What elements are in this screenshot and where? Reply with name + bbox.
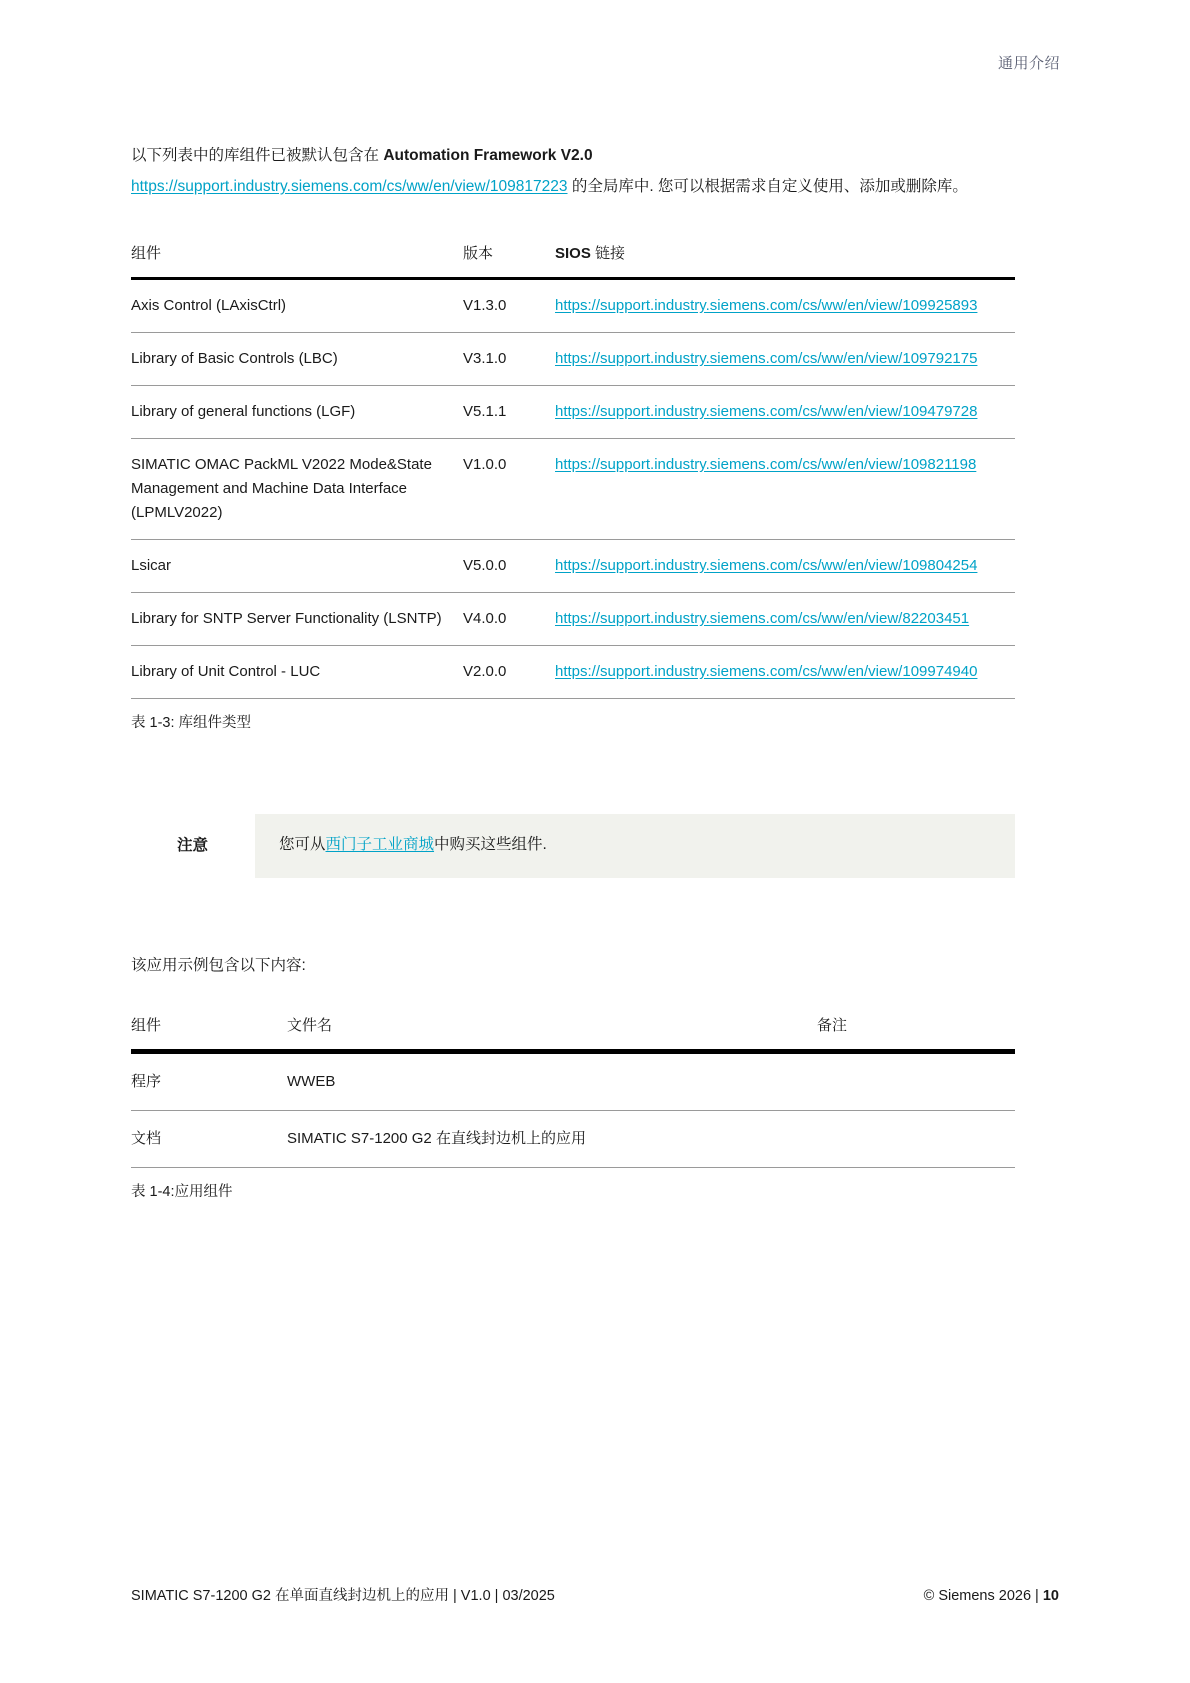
footer-copyright xyxy=(924,1588,1059,1604)
table-row xyxy=(131,1052,1015,1111)
sios-link[interactable]: https://support.industry.siemens.com/cs/ww/en/view/109804254 xyxy=(555,557,978,574)
header-sios-rest: 链接 xyxy=(590,245,626,262)
intro-line2-suffix: 的全局库中. 您可以根据需求自定义使用、添加或删除库。 xyxy=(567,178,968,195)
cell-component: Library of general functions (LGF) xyxy=(131,386,463,439)
note-block xyxy=(131,814,1015,878)
cell-component: Lsicar xyxy=(131,540,463,593)
cell-component: Axis Control (LAxisCtrl) xyxy=(131,279,463,333)
page-footer xyxy=(131,1584,1059,1605)
cell-component: Library for SNTP Server Functionality (LSNTP) xyxy=(131,593,463,646)
app-table-header-row xyxy=(131,1008,1015,1052)
library-table-caption: 表 1-3: 库组件类型 xyxy=(131,715,252,731)
sios-link[interactable]: https://support.industry.siemens.com/cs/ww/en/view/82203451 xyxy=(555,610,970,627)
header-component: 组件 xyxy=(131,1017,162,1034)
sios-link[interactable]: https://support.industry.siemens.com/cs/ww/en/view/109792175 xyxy=(555,350,978,367)
cell-version: V5.1.1 xyxy=(463,386,555,439)
application-components-table xyxy=(131,1008,1015,1168)
cell-component: 程序 xyxy=(131,1052,287,1111)
cell-component: 文档 xyxy=(131,1111,287,1168)
footer-document-title: SIMATIC S7-1200 G2 在单面直线封边机上的应用 | V1.0 | 03/2025 xyxy=(131,1588,555,1604)
intro-line1-prefix: 以下列表中的库组件已被默认包含在 xyxy=(131,147,384,164)
page-content xyxy=(131,140,1015,1201)
cell-filename: SIMATIC S7-1200 G2 在直线封边机上的应用 xyxy=(287,1111,817,1168)
header-version: 版本 xyxy=(463,245,494,262)
sios-link[interactable]: https://support.industry.siemens.com/cs/ww/en/view/109821198 xyxy=(555,456,977,473)
cell-component: SIMATIC OMAC PackML V2022 Mode&State Management and Machine Data Interface (LPMLV2022) xyxy=(131,439,463,540)
application-table-caption: 表 1-4:应用组件 xyxy=(131,1184,233,1200)
cell-remark xyxy=(817,1111,1015,1168)
header-sios-bold: SIOS xyxy=(555,245,591,262)
note-text-suffix: 中购买这些组件. xyxy=(434,836,547,853)
cell-version: V1.0.0 xyxy=(463,439,555,540)
siemens-mall-link[interactable]: 西门子工业商城 xyxy=(325,836,435,853)
table-row xyxy=(131,279,1015,333)
table-row xyxy=(131,646,1015,699)
section2-lead: 该应用示例包含以下内容: xyxy=(131,957,306,974)
cell-link xyxy=(555,646,1015,699)
table-row xyxy=(131,333,1015,386)
cell-link xyxy=(555,279,1015,333)
cell-version: V2.0.0 xyxy=(463,646,555,699)
table-row xyxy=(131,439,1015,540)
footer-copyright-text: © Siemens 2026 | xyxy=(923,1588,1043,1604)
library-table-header-row xyxy=(131,236,1015,279)
table-row xyxy=(131,593,1015,646)
header-component: 组件 xyxy=(131,245,162,262)
cell-link xyxy=(555,386,1015,439)
global-library-link[interactable]: https://support.industry.siemens.com/cs/ww/en/view/109817223 xyxy=(131,178,568,195)
library-components-table xyxy=(131,236,1015,699)
intro-framework-name: Automation Framework V2.0 xyxy=(383,147,593,164)
intro-paragraph xyxy=(131,140,1015,202)
library-table-head xyxy=(131,236,1015,279)
cell-version: V1.3.0 xyxy=(463,279,555,333)
header-remark: 备注 xyxy=(817,1017,848,1034)
cell-link xyxy=(555,540,1015,593)
cell-filename: WWEB xyxy=(287,1052,817,1111)
app-table-head xyxy=(131,1008,1015,1052)
header-filename: 文件名 xyxy=(287,1017,333,1034)
cell-version: V5.0.0 xyxy=(463,540,555,593)
footer-page-number: 10 xyxy=(1042,1588,1059,1604)
cell-link xyxy=(555,439,1015,540)
sios-link[interactable]: https://support.industry.siemens.com/cs/ww/en/view/109479728 xyxy=(555,403,978,420)
cell-version: V3.1.0 xyxy=(463,333,555,386)
table-row xyxy=(131,540,1015,593)
table-row xyxy=(131,1111,1015,1168)
cell-component: Library of Basic Controls (LBC) xyxy=(131,333,463,386)
cell-link xyxy=(555,333,1015,386)
cell-remark xyxy=(817,1052,1015,1111)
table-row xyxy=(131,386,1015,439)
note-text-prefix: 您可从 xyxy=(279,836,326,853)
app-table-body xyxy=(131,1052,1015,1168)
note-body xyxy=(255,814,1015,878)
cell-version: V4.0.0 xyxy=(463,593,555,646)
sios-link[interactable]: https://support.industry.siemens.com/cs/ww/en/view/109974940 xyxy=(555,663,978,680)
sios-link[interactable]: https://support.industry.siemens.com/cs/ww/en/view/109925893 xyxy=(555,297,978,314)
library-table-body xyxy=(131,279,1015,699)
cell-link xyxy=(555,593,1015,646)
running-header: 通用介绍 xyxy=(997,55,1060,72)
header-sios-link xyxy=(555,236,1015,279)
note-label: 注意 xyxy=(177,837,209,854)
cell-component: Library of Unit Control - LUC xyxy=(131,646,463,699)
